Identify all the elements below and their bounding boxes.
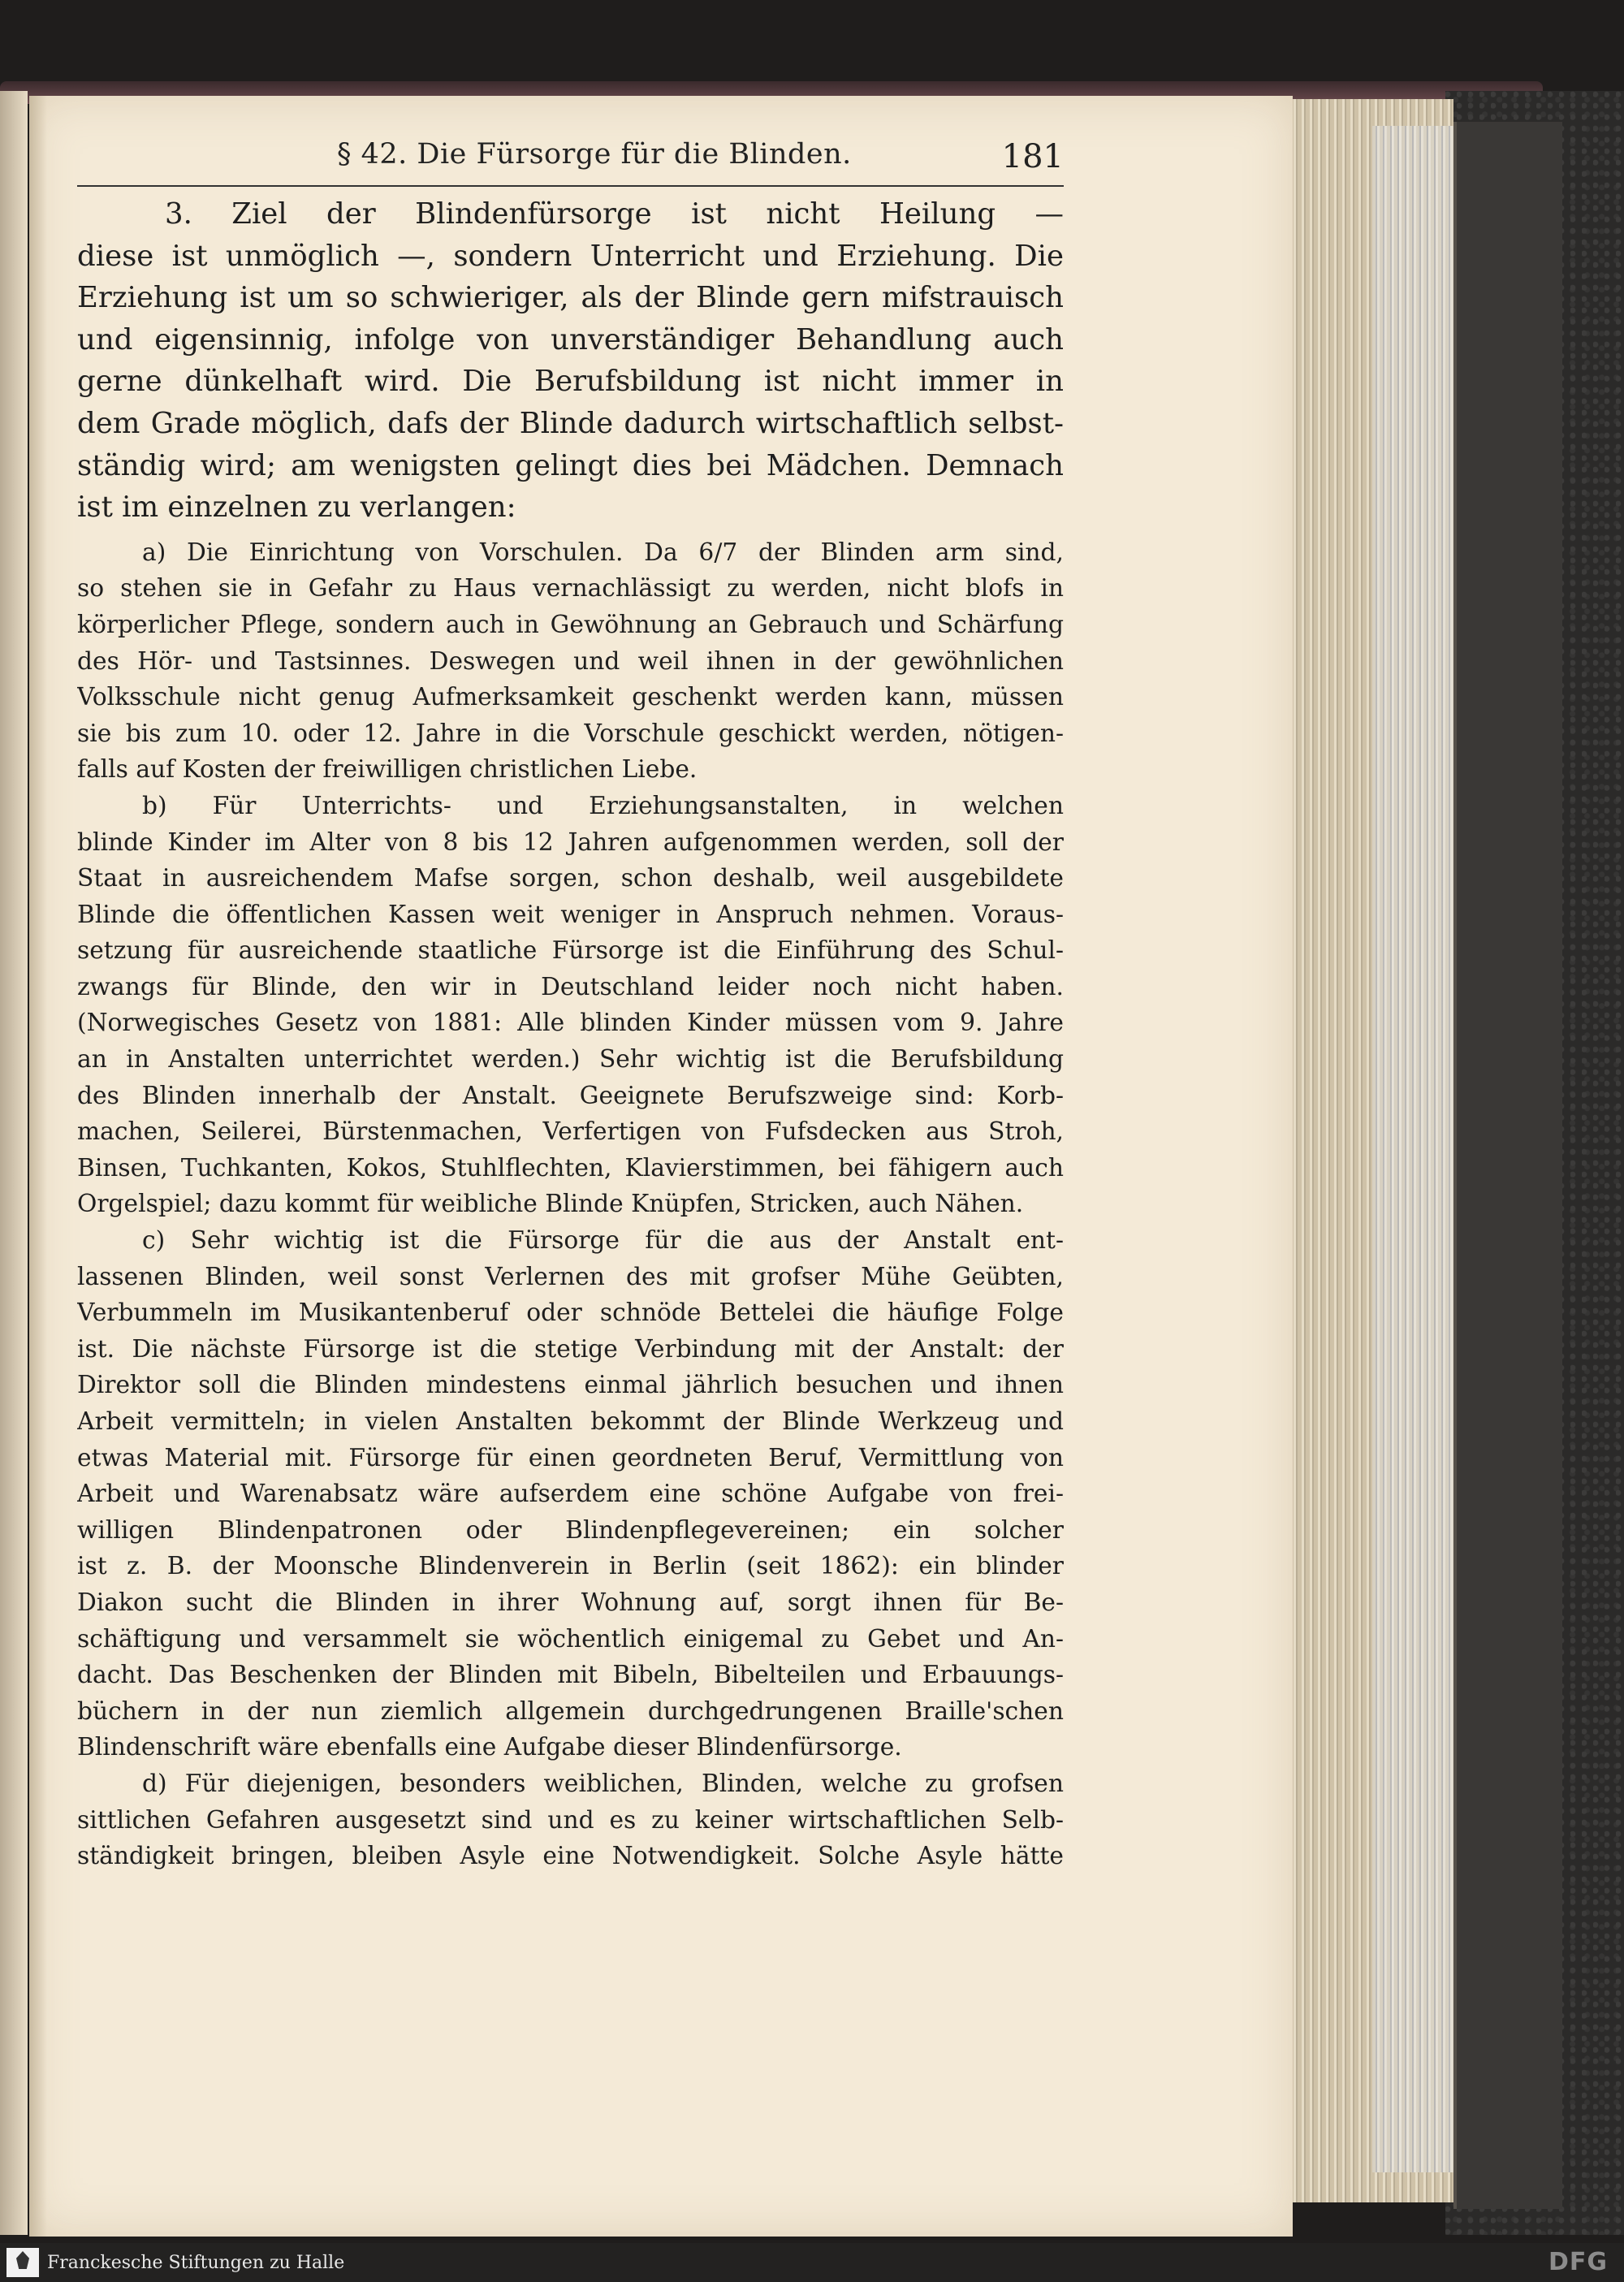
text-line: sie bis zum 10. oder 12. Jahre in die Vorschule geschickt werden, nötigen- xyxy=(77,719,1064,748)
text-line: so stehen sie in Gefahr zu Haus vernachlässigt zu werden, nicht blofs in xyxy=(77,574,1064,603)
text-line: Direktor soll die Blinden mindestens einmal jährlich besuchen und ihnen xyxy=(77,1371,1064,1400)
text-line: lassenen Blinden, weil sonst Verlernen des mit grofser Mühe Geübten, xyxy=(77,1262,1064,1291)
text-line: Diakon sucht die Blinden in ihrer Wohnung auf, sorgt ihnen für Be- xyxy=(77,1588,1064,1617)
text-line: setzung für ausreichende staatliche Fürsorge ist die Einführung des Schul- xyxy=(77,936,1064,966)
header-rule xyxy=(77,185,1064,187)
text-line: dacht. Das Beschenken der Blinden mit Bibeln, Bibelteilen und Erbauungs- xyxy=(77,1661,1064,1690)
paragraph-3 xyxy=(77,193,1064,529)
text-line: falls auf Kosten der freiwilligen christlichen Liebe. xyxy=(77,755,698,784)
text-line: b) Für Unterrichts- und Erziehungsanstalten, in welchen xyxy=(142,791,1064,820)
text-line: Volksschule nicht genug Aufmerksamkeit geschenkt werden kann, müssen xyxy=(77,683,1064,712)
text-line: ist z. B. der Moonsche Blindenverein in Berlin (seit 1862): ein blinder xyxy=(77,1552,1064,1581)
text-line: willigen Blindenpatronen oder Blindenpflegevereinen; ein solcher xyxy=(77,1515,1064,1545)
text-line: Arbeit und Warenabsatz wäre aufserdem eine schöne Aufgabe von frei- xyxy=(77,1480,1064,1509)
text-line: Blindenschrift wäre ebenfalls eine Aufgabe dieser Blindenfürsorge. xyxy=(77,1733,902,1762)
text-line: diese ist unmöglich —, sondern Unterricht und Erziehung. Die xyxy=(77,239,1064,273)
text-line: schäftigung und versammelt sie wöchentlich einigemal zu Gebet und An- xyxy=(77,1624,1064,1653)
text-line: Blinde die öffentlichen Kassen weit weniger in Anspruch nehmen. Voraus- xyxy=(77,900,1064,929)
text-line: a) Die Einrichtung von Vorschulen. Da 6/7 der Blinden arm sind, xyxy=(142,538,1064,567)
text-line: des Hör- und Tastsinnes. Deswegen und weil ihnen in der gewöhnlichen xyxy=(77,646,1064,676)
section-a xyxy=(77,535,1064,789)
page-number: 181 xyxy=(1001,138,1064,175)
text-line: dem Grade möglich, dafs der Blinde dadurch wirtschaftlich selbst- xyxy=(77,406,1064,440)
text-line: zwangs für Blinde, den wir in Deutschland leider noch nicht haben. xyxy=(77,972,1064,1001)
cover-board xyxy=(1453,122,1562,2209)
text-line: ist. Die nächste Fürsorge ist die stetige Verbindung mit der Anstalt: der xyxy=(77,1334,1064,1364)
text-line: ist im einzelnen zu verlangen: xyxy=(77,491,516,525)
text-line: Binsen, Tuchkanten, Kokos, Stuhlflechten, Klavierstimmen, bei fähigern auch xyxy=(77,1153,1064,1182)
dfg-logo: DFG xyxy=(1548,2248,1608,2276)
text-line: körperlicher Pflege, sondern auch in Gewöhnung an Gebrauch und Schärfung xyxy=(77,610,1064,639)
text-line: des Blinden innerhalb der Anstalt. Geeignete Berufszweige sind: Korb- xyxy=(77,1081,1064,1110)
institution-logo-icon xyxy=(6,2248,39,2277)
text-line: und eigensinnig, infolge von unverständiger Behandlung auch xyxy=(77,322,1064,357)
body-text xyxy=(77,193,1064,1875)
text-line: etwas Material mit. Fürsorge für einen geordneten Beruf, Vermittlung von xyxy=(77,1443,1064,1472)
text-line: Verbummeln im Musikantenberuf oder schnöde Bettelei die häufige Folge xyxy=(77,1299,1064,1328)
section-b xyxy=(77,789,1064,1223)
text-line: machen, Seilerei, Bürstenmachen, Verfertigen von Fufsdecken aus Stroh, xyxy=(77,1117,1064,1147)
text-line: Erziehung ist um so schwieriger, als der Blinde gern mifstrauisch xyxy=(77,281,1064,315)
left-page-edge xyxy=(0,91,28,2235)
section-d xyxy=(77,1766,1064,1875)
viewer-footer xyxy=(0,2243,1624,2282)
text-line: sittlichen Gefahren ausgesetzt sind und es zu keiner wirtschaftlichen Selb- xyxy=(77,1805,1064,1835)
text-line: (Norwegisches Gesetz von 1881: Alle blinden Kinder müssen vom 9. Jahre xyxy=(77,1009,1064,1038)
text-line: Arbeit vermitteln; in vielen Anstalten bekommt der Blinde Werkzeug und xyxy=(77,1407,1064,1436)
text-line: c) Sehr wichtig ist die Fürsorge für die aus der Anstalt ent- xyxy=(142,1226,1064,1256)
text-line: Staat in ausreichendem Mafse sorgen, schon deshalb, weil ausgebildete xyxy=(77,864,1064,893)
text-line: 3. Ziel der Blindenfürsorge ist nicht Heilung — xyxy=(165,197,1064,231)
text-line: an in Anstalten unterrichtet werden.) Sehr wichtig ist die Berufsbildung xyxy=(77,1045,1064,1074)
text-line: ständig wird; am wenigsten gelingt dies bei Mädchen. Demnach xyxy=(77,448,1064,482)
page-edges-shade xyxy=(1372,126,1453,2172)
text-line: gerne dünkelhaft wird. Die Berufsbildung ist nicht immer in xyxy=(77,365,1064,399)
text-line: büchern in der nun ziemlich allgemein durchgedrungenen Braille'schen xyxy=(77,1696,1064,1726)
text-line: d) Für diejenigen, besonders weiblichen, Blinden, welche zu grofsen xyxy=(142,1769,1064,1798)
institution-name: Franckesche Stiftungen zu Halle xyxy=(47,2253,345,2273)
running-head: § 42. Die Fürsorge für die Blinden. xyxy=(337,138,852,171)
text-line: blinde Kinder im Alter von 8 bis 12 Jahren aufgenommen werden, soll der xyxy=(77,828,1064,857)
logo-glyph xyxy=(16,2251,29,2269)
section-c xyxy=(77,1223,1064,1766)
text-line: Orgelspiel; dazu kommt für weibliche Blinde Knüpfen, Stricken, auch Nähen. xyxy=(77,1190,1024,1219)
page-header xyxy=(77,138,1064,179)
text-line: ständigkeit bringen, bleiben Asyle eine Notwendigkeit. Solche Asyle hätte xyxy=(77,1842,1064,1871)
page-gutter xyxy=(29,96,47,2237)
